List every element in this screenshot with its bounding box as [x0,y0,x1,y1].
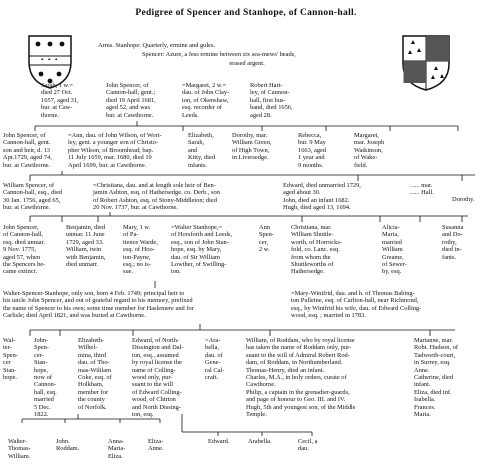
gen6-arabella-calcraft: =Ara- bella, dau. of Gene- ral Cal- craft. [205,337,225,382]
gen1-sarah: Sarah, 1 w.= died 27 Oct. 1657, aged 31, bur. at Caw- thorne. [41,82,79,119]
gen2-margaret: Margaret, mar. Joseph Watkinson, of Wake- field. [354,132,385,169]
arms-line-1: Arms. Stanhope: Quarterly, ermine and gules. [98,42,216,49]
gen7-anna-maria-eliza: Anna- Maria- Eliza. [108,438,126,460]
gen7-walter-thomas-william: Walter- Thomas- William. [8,438,31,460]
gen2-rebecca: Rebecca, bur. 9 May 1663, aged 1 year and 9 months. [298,132,327,169]
gen2-ann-wilson: =Ann, dau. of John Wilson, of Wort- ley, gent. a younger son of Christo- pher Wilson, of Broomhead; bap. 11 July 1659, mar. 1680, died 19 April 1699, bur. at Cawthorne. [68,132,162,169]
gen7-edward: Edward. [208,438,230,445]
gen4-walter-stanhope: =Walter Stanhope,= of Horsforth and Leeds, esq., son of John Stan- hope, esq. by Mary, dau. of Sir William Lowther, of Swilling- ton. [171,224,233,276]
gen3-william-spencer: William Spencer, of Cannon-hall, esq., died 30 Jan. 1756, aged 65, bur. at Cawthorne. [3,182,63,212]
gen1-margaret: =Margaret, 2 w.= dau. of John Clay- ton, of Okenshaw, esq. recorder of Leeds. [182,82,230,119]
gen1-robert-hartley: Robert Hart- ley, of Cannon- hall, first hus- band, died 1656, aged 28. [250,82,293,119]
gen3-dorothy: Dorothy. [452,196,475,203]
gen4-mary: Mary, 1 w. of Pa- tience Warde, esq. of Hoo- ton-Payne, esq.; no is- sue. [123,224,158,276]
arms-line-2: Spencer: Azure, a fess ermine between six sea-mews' heads, [142,51,296,58]
gen4-ann-spencer: Ann Spen- cer, 2 w. [259,224,274,254]
gen2-elizabeth-sarah-kitty: Elizabeth, Sarah, and Kitty, died infants. [188,132,215,169]
gen2-dorothy: Dorothy, mar. William Green, of High Town, in Liversedge. [232,132,272,162]
gen5-mary-winifrid: =Mary-Winifrid, dau. and h. of Thomas Babing- ton Pulleine, esq. of Carlton-hall, near Richmond, esq., by Winifrid his wife, dau. of Edward Colling- wood, esq. ; married in 1783. [291,290,422,320]
gen7-arabella: Arabella. [248,438,272,445]
gen4-benjamin-william: Benjamin, died unmar. 11 June 1729, aged 33. William, twin with Benjamin, died unmarr. [66,224,106,269]
gen6-edward-collingwood: Edward, of North- Dissington and Dal- ton, esq., assumed by royal license the name of Colling- wood only, pur- suant to the will of Edward Colling- wood, of Chirton and North Dissing- ton, esq. [132,337,184,419]
gen5-walter-spencer-stanhope: Walter-Spencer-Stanhope, only son, born 4 Feb. 1749; principal heir to his uncle John Spencer, and out of grateful regard to his memory, prefixed the name of Spencer to his own; some time member for Haslemere and for Carlisle; died April 1821, and was buried at Cawthorne. [3,290,194,320]
gen6-william-roddam-and-brothers: William, of Roddam, who by royal license has taken the name of Roddam only, pur- suant to the will of Admiral Robert Rod- dam, of Roddam, in Northumberland. Thomas-Henry, died an infant. Charles, M.A., in holy orders, curate of Cawthorne. Philip, a captain in the grenadier-guards, and page of honour to Geo. III. and IV. Hugh, 5th and youngest son, of the Middle Temple. [246,337,356,419]
page-title: Pedigree of Spencer and Stanhope, of Cannon-hall. [135,8,357,18]
gen6-marianne-and-sisters: Marianne, mar. Robt. Hudson, of Tadworth-court, in Surrey, esq. Anne. Catherine, died infant. Eliza, died inf. Isabella. Frances. Maria. [414,337,459,419]
gen7-cecil: Cecil, a dau. [298,438,318,453]
arms-line-3: erased argent. [229,60,265,67]
gen7-john-roddam: John. Roddam. [56,438,80,453]
gen6-elizabeth-wilhelmina: Elizabeth- Wilhel- mina, third dau. of Tho- mas-Wililam Coke, esq. of Holkham, member for the county of Norfolk. [78,337,112,411]
gen1-john-spencer: John Spencer, of Cannon-hall, gent.; died 19 April 1681, aged 52, and was bur. at Cawthorne. [106,82,156,119]
gen3-edward-john-hugh: Edward, died unmarried 1729, aged about 30. John, died an infant 1682. Hugh, died aged 13, 1694. [283,182,361,212]
gen4-alicia-maria: Alicia- Maria, married William Greame, of Sewer- by, esq. [382,224,407,276]
gen7-eliza-anne: Eliza- Anne. [148,438,164,453]
gen6-john-spencer-stanhope: John- Spen- cer- Stan- hope, now of Cannon- hall, esq. married 5 Dec. 1822. [34,337,57,419]
gen2-john-spencer: John Spencer, of Cannon-hall, gent. son and heir, d. 13 Apr.1729, aged 74, bur. at Cawthorne. [3,132,52,169]
gen4-john-spencer: John Spencer, of Cannon-hall, esq. died unmar. 9 Nov. 1775, aged 57, when the Spencers be- came extinct. [3,224,46,276]
gen4-susanna-dorothy: Susanna and Do- rothy, died in- fants. [442,224,464,261]
gen6-walter-spencer-stanhope: Wal- ter- Spen- cer Stan- hope. [3,337,18,382]
gen3-daughter-mar-hall: ...... mar. ...... Hall. [410,182,434,197]
gen4-christiana: Christiana, mar. William Shuttle- worth, of Horrocks- fold, co. Lanc. esq. from whom the Shuttleworths of Hathersedge. [291,224,342,276]
gen3-christiana-ashton: =Christiana, dau. and at length sole heir of Ben- jamin Ashton, esq. of Hathersedge. co. Derb., son of Robert Ashton, esq. of Stony-Middleton; died 20 Nov. 1737, bur. at Cawthorne. [93,182,220,212]
